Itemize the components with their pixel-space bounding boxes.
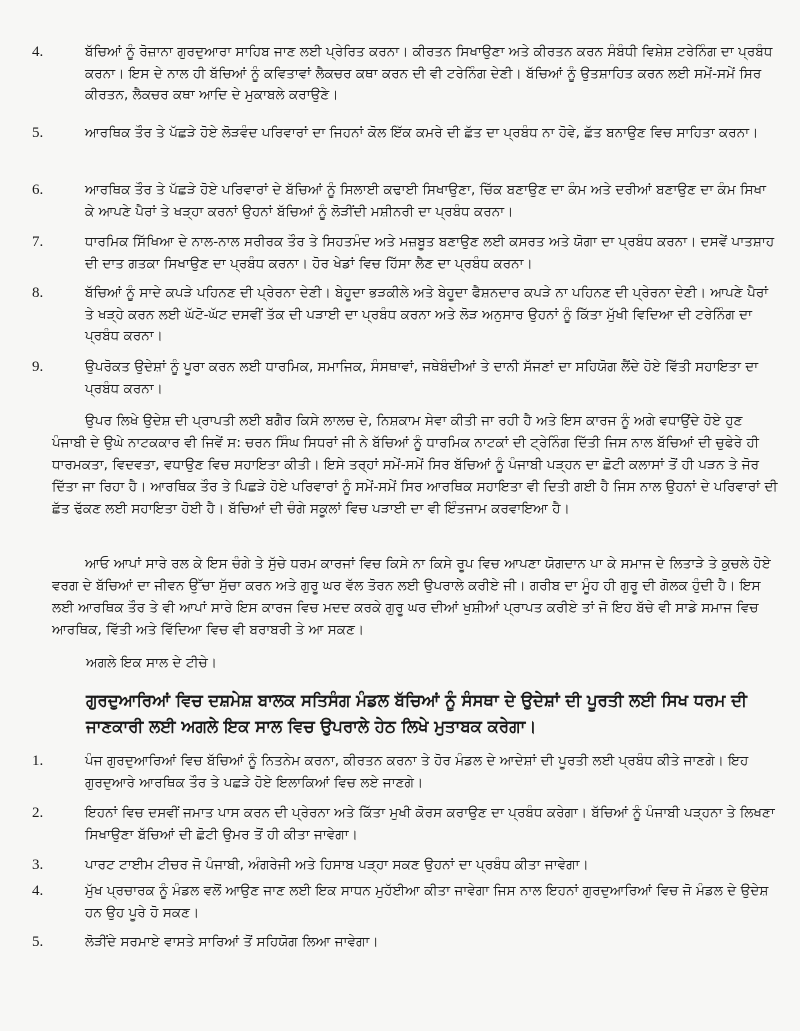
item-number: 1.	[32, 753, 44, 769]
item-number: 6.	[32, 182, 44, 198]
list-item	[32, 855, 777, 877]
item-text: ਪਾਰਟ ਟਾਈਮ ਟੀਚਰ ਜੋ ਪੰਜਾਬੀ, ਅੰਗਰੇਜੀ ਅਤੇ ਹਿਸਾਬ ਪੜ੍ਹਾ ਸਕਣ ਉਹਨਾਂ ਦਾ ਪ੍ਰਬੰਧ ਕੀਤਾ ਜਾਵੇਗਾ।	[85, 857, 589, 873]
item-number: 5.	[32, 125, 44, 141]
item-number: 4.	[32, 883, 44, 899]
list-item	[32, 283, 777, 348]
item-number: 4.	[32, 44, 44, 60]
item-text: ਧਾਰਮਿਕ ਸਿੱਖਿਆ ਦੇ ਨਾਲ-ਨਾਲ ਸਰੀਰਕ ਤੌਰ ਤੇ ਸਿਹਤਮੰਦ ਅਤੇ ਮਜ਼ਬੂਤ ਬਣਾਉਣ ਲਈ ਕਸਰਤ ਅਤੇ ਯੋਗਾ ਦਾ ਪ੍ਰਬੰਧ ਕਰਨਾ। ਦਸਵੇਂ ਪਾਤਸ਼ਾਹ ਦੀ ਦਾਤ ਗਤਕਾ ਸਿਖਾਉਣ ਦਾ ਪ੍ਰਬੰਧ ਕਰਨਾ। ਹੋਰ ਖੇਡਾਂ ਵਿਚ ਹਿੱਸਾ ਲੈਣ ਦਾ ਪ੍ਰਬੰਧ ਕਰਨਾ।	[85, 234, 775, 272]
list-item	[32, 932, 777, 954]
list-item	[32, 180, 777, 223]
item-number: 5.	[32, 934, 44, 950]
paragraph-appeal: ਆਓ ਆਪਾਂ ਸਾਰੇ ਰਲ ਕੇ ਇਸ ਚੰਗੇ ਤੇ ਸੁੱਚੇ ਧਰਮ ਕਾਰਜਾਂ ਵਿਚ ਕਿਸੇ ਨਾ ਕਿਸੇ ਰੂਪ ਵਿਚ ਆਪਣਾ ਯੋਗਦਾਨ ਪਾ ਕੇ ਸਮਾਜ ਦੇ ਲਿਤਾੜੇ ਤੇ ਕੁਚਲੇ ਹੋਏ ਵਰਗ ਦੇ ਬੱਚਿਆਂ ਦਾ ਜੀਵਨ ਉੱਚਾ ਸੁੱਚਾ ਕਰਨ ਅਤੇ ਗੁਰੂ ਘਰ ਵੱਲ ਤੋਰਨ ਲਈ ਉਪਰਾਲੇ ਕਰੀਏ ਜੀ। ਗਰੀਬ ਦਾ ਮੂੰਹ ਹੀ ਗੁਰੂ ਦੀ ਗੋਲਕ ਹੁੰਦੀ ਹੈ। ਇਸ ਲਈ ਆਰਥਿਕ ਤੌਰ ਤੇ ਵੀ ਆਪਾਂ ਸਾਰੇ ਇਸ ਕਾਰਜ ਵਿਚ ਮਦਦ ਕਰਕੇ ਗੁਰੂ ਘਰ ਦੀਆਂ ਖੁਸ਼ੀਆਂ ਪ੍ਰਾਪਤ ਕਰੀਏ ਤਾਂ ਜੋ ਇਹ ਬੱਚੇ ਵੀ ਸਾਡੇ ਸਮਾਜ ਵਿਚ ਆਰਥਿਕ, ਵਿੱਤੀ ਅਤੇ ਵਿੱਦਿਆ ਵਿਚ ਵੀ ਬਰਾਬਰੀ ਤੇ ਆ ਸਕਣ।	[52, 556, 771, 638]
item-number: 8.	[32, 285, 44, 301]
next-year-goals-line: ਅਗਲੇ ਇਕ ਸਾਲ ਦੇ ਟੀਚੇ।	[86, 655, 217, 671]
item-number: 2.	[32, 805, 44, 821]
item-text: ਉਪਰੋਕਤ ਉਦੇਸ਼ਾਂ ਨੂੰ ਪੂਰਾ ਕਰਨ ਲਈ ਧਾਰਮਿਕ, ਸਮਾਜਿਕ, ਸੰਸਥਾਵਾਂ, ਜਥੇਬੰਦੀਆਂ ਤੇ ਦਾਨੀ ਸੱਜਣਾਂ ਦਾ ਸਹਿਯੋਗ ਲੈਂਦੇ ਹੋਏ ਵਿੱਤੀ ਸਹਾਇਤਾ ਦਾ ਪ੍ਰਬੰਧ ਕਰਨਾ।	[85, 359, 759, 397]
item-text: ਲੋੜੀਂਦੇ ਸਰਮਾਏ ਵਾਸਤੇ ਸਾਰਿਆਂ ਤੋਂ ਸਹਿਯੋਗ ਲਿਆ ਜਾਵੇਗਾ।	[85, 934, 379, 950]
list-item	[32, 232, 777, 275]
section-heading: ਗੁਰਦੁਆਰਿਆਂ ਵਿਚ ਦਸ਼ਮੇਸ਼ ਬਾਲਕ ਸਤਿਸੰਗ ਮੰਡਲ ਬੱਚਿਆਂ ਨੂੰ ਸੰਸਥਾ ਦੇ ਉਦੇਸ਼ਾਂ ਦੀ ਪੂਰਤੀ ਲਈ ਸਿਖ ਧਰਮ ਦੀ ਜਾਣਕਾਰੀ ਲਈ ਅਗਲੇ ਇਕ ਸਾਲ ਵਿਚ ਉਪਰਾਲੇ ਹੇਠ ਲਿਖੇ ਮੁਤਾਬਕ ਕਰੇਗਾ।	[86, 691, 747, 736]
list-item	[32, 803, 777, 846]
item-text: ਆਰਥਿਕ ਤੌਰ ਤੇ ਪੱਛੜੇ ਹੋਏ ਪਰਿਵਾਰਾਂ ਦੇ ਬੱਚਿਆਂ ਨੂੰ ਸਿਲਾਈ ਕਢਾਈ ਸਿਖਾਉਣਾ, ਚਿੱਕ ਬਣਾਉਣ ਦਾ ਕੰਮ ਅਤੇ ਦਰੀਆਂ ਬਣਾਉਣ ਦਾ ਕੰਮ ਸਿਖਾ ਕੇ ਆਪਣੇ ਪੈਰਾਂ ਤੇ ਖੜ੍ਹਾ ਕਰਨਾਂ ਉਹਨਾਂ ਬੱਚਿਆਂ ਨੂੰ ਲੋੜੀਂਦੀ ਮਸ਼ੀਨਰੀ ਦਾ ਪ੍ਰਬੰਧ ਕਰਨਾ।	[85, 182, 767, 220]
list-item	[32, 123, 777, 145]
item-number: 9.	[32, 359, 44, 375]
list-item	[32, 357, 777, 400]
list-item	[32, 751, 777, 794]
item-text: ਪੰਜ ਗੁਰਦੁਆਰਿਆਂ ਵਿਚ ਬੱਚਿਆਂ ਨੂੰ ਨਿਤਨੇਮ ਕਰਨਾ, ਕੀਰਤਨ ਕਰਨਾ ਤੇ ਹੋਰ ਮੰਡਲ ਦੇ ਆਦੇਸ਼ਾਂ ਦੀ ਪੂਰਤੀ ਲਈ ਪ੍ਰਬੰਧ ਕੀਤੇ ਜਾਣਗੇ। ਇਹ ਗੁਰਦੁਆਰੇ ਆਰਥਿਕ ਤੌਰ ਤੇ ਪਛੜੇ ਹੋਏ ਇਲਾਕਿਆਂ ਵਿਚ ਲਏ ਜਾਣਗੇ।	[85, 753, 749, 791]
item-text: ਆਰਥਿਕ ਤੌਰ ਤੇ ਪੱਛੜੇ ਹੋਏ ਲੋੜਵੰਦ ਪਰਿਵਾਰਾਂ ਦਾ ਜਿਹਨਾਂ ਕੋਲ ਇੱਕ ਕਮਰੇ ਦੀ ਛੱਤ ਦਾ ਪ੍ਰਬੰਧ ਨਾ ਹੋਵੇ, ਛੱਤ ਬਨਾਉਣ ਵਿਚ ਸਾਹਿਤਾ ਕਰਨਾ।	[85, 125, 759, 141]
item-text: ਮੁੱਖ ਪ੍ਰਚਾਰਕ ਨੂੰ ਮੰਡਲ ਵਲੋਂ ਆਉਣ ਜਾਣ ਲਈ ਇਕ ਸਾਧਨ ਮੁਹੱਈਆ ਕੀਤਾ ਜਾਵੇਗਾ ਜਿਸ ਨਾਲ ਇਹਨਾਂ ਗੁਰਦੁਆਰਿਆਂ ਵਿਚ ਜੋ ਮੰਡਲ ਦੇ ਉਦੇਸ਼ ਹਨ ਉਹ ਪੂਰੇ ਹੋ ਸਕਣ।	[85, 883, 769, 921]
item-text: ਬੱਚਿਆਂ ਨੂੰ ਸਾਦੇ ਕਪੜੇ ਪਹਿਨਣ ਦੀ ਪ੍ਰੇਰਨਾ ਦੇਣੀ। ਬੇਹੂਦਾ ਭੜਕੀਲੇ ਅਤੇ ਬੇਹੂਦਾ ਫੈਸ਼ਨਦਾਰ ਕਪੜੇ ਨਾ ਪਹਿਨਣ ਦੀ ਪ੍ਰੇਰਨਾ ਦੇਣੀ। ਆਪਣੇ ਪੈਰਾਂ ਤੇ ਖੜ੍ਹੇ ਕਰਨ ਲਈ ਘੱਟੋ-ਘੱਟ ਦਸਵੀਂ ਤੱਕ ਦੀ ਪੜਾਈ ਦਾ ਪ੍ਰਬੰਧ ਕਰਨਾ ਅਤੇ ਲੋੜ ਅਨੁਸਾਰ ਉਹਨਾਂ ਨੂੰ ਕਿੱਤਾ ਮੁੱਖੀ ਵਿਦਿਆ ਦੀ ਟਰੇਨਿੰਗ ਦਾ ਪ੍ਰਬੰਧ ਕਰਨਾ।	[85, 285, 769, 344]
item-number: 3.	[32, 857, 44, 873]
paragraph-objectives: ਉਪਰ ਲਿਖੇ ਉਦੇਸ਼ ਦੀ ਪ੍ਰਾਪਤੀ ਲਈ ਬਗੈਰ ਕਿਸੇ ਲਾਲਚ ਦੇ, ਨਿਸ਼ਕਾਮ ਸੇਵਾ ਕੀਤੀ ਜਾ ਰਹੀ ਹੈ ਅਤੇ ਇਸ ਕਾਰਜ ਨੂੰ ਅਗੇ ਵਧਾਉਂਦੇ ਹੋਏ ਹੁਣ ਪੰਜਾਬੀ ਦੇ ਉਘੇ ਨਾਟਕਕਾਰ ਵੀ ਜਿਵੇਂ ਸ: ਚਰਨ ਸਿੰਘ ਸਿਧਰਾਂ ਜੀ ਨੇ ਬੱਚਿਆਂ ਨੂੰ ਧਾਰਮਿਕ ਨਾਟਕਾਂ ਦੀ ਟ੍ਰੇਨਿੰਗ ਦਿੱਤੀ ਜਿਸ ਨਾਲ ਬੱਚਿਆਂ ਦੀ ਚੁਫੇਰੇ ਹੀ ਧਾਰਮਕਤਾ, ਵਿਦਵਤਾ, ਵਧਾਉਣ ਵਿਚ ਸਹਾਇਤਾ ਕੀਤੀ। ਇਸੇ ਤਰ੍ਹਾਂ ਸਮੇਂ-ਸਮੇਂ ਸਿਰ ਬੱਚਿਆਂ ਨੂੰ ਪੰਜਾਬੀ ਪੜ੍ਹਨ ਦਾ ਛੋਟੀ ਕਲਾਸਾਂ ਤੋਂ ਹੀ ਪੜਨ ਤੇ ਜੋਰ ਦਿੱਤਾ ਜਾ ਰਿਹਾ ਹੈ। ਆਰਥਿਕ ਤੌਰ ਤੇ ਪਿਛੜੇ ਹੋਏ ਪਰਿਵਾਰਾਂ ਨੂੰ ਸਮੇਂ-ਸਮੇਂ ਸਿਰ ਆਰਥਿਕ ਸਹਾਇਤਾ ਵੀ ਦਿਤੀ ਗਈ ਹੈ ਜਿਸ ਨਾਲ ਉਹਨਾਂ ਦੇ ਪਰਿਵਾਰਾਂ ਦੀ ਛੱਤ ਢੱਕਣ ਲਈ ਸਹਾਇਤਾ ਹੋਈ ਹੈ। ਬੱਚਿਆਂ ਦੀ ਚੰਗੇ ਸਕੂਲਾਂ ਵਿਚ ਪੜਾਈ ਦਾ ਵੀ ਇੰਤਜਾਮ ਕਰਵਾਇਆ ਹੈ।	[52, 413, 778, 517]
list-item	[32, 881, 777, 924]
item-text: ਬੱਚਿਆਂ ਨੂੰ ਰੋਜ਼ਾਨਾ ਗੁਰਦੁਆਰਾ ਸਾਹਿਬ ਜਾਣ ਲਈ ਪ੍ਰੇਰਿਤ ਕਰਨਾ। ਕੀਰਤਨ ਸਿਖਾਉਣਾ ਅਤੇ ਕੀਰਤਨ ਕਰਨ ਸੰਬੰਧੀ ਵਿਸ਼ੇਸ਼ ਟਰੇਨਿੰਗ ਦਾ ਪ੍ਰਬੰਧ ਕਰਨਾ। ਇਸ ਦੇ ਨਾਲ ਹੀ ਬੱਚਿਆਂ ਨੂੰ ਕਵਿਤਾਵਾਂ ਲੈਕਚਰ ਕਥਾ ਕਰਨ ਦੀ ਵੀ ਟਰੇਨਿੰਗ ਦੇਣੀ। ਬੱਚਿਆਂ ਨੂੰ ਉਤਸ਼ਾਹਿਤ ਕਰਨ ਲਈ ਸਮੇਂ-ਸਮੇਂ ਸਿਰ ਕੀਰਤਨ, ਲੈਕਚਰ ਕਥਾ ਆਦਿ ਦੇ ਮੁਕਾਬਲੇ ਕਰਾਉਣੇ।	[85, 44, 773, 103]
list-item	[32, 42, 777, 107]
item-text: ਇਹਨਾਂ ਵਿਚ ਦਸਵੀਂ ਜਮਾਤ ਪਾਸ ਕਰਨ ਦੀ ਪ੍ਰੇਰਨਾ ਅਤੇ ਕਿੱਤਾ ਮੁਖੀ ਕੋਰਸ ਕਰਾਉਣ ਦਾ ਪ੍ਰਬੰਧ ਕਰੇਗਾ। ਬੱਚਿਆਂ ਨੂੰ ਪੰਜਾਬੀ ਪੜ੍ਹਨਾ ਤੇ ਲਿਖਣਾ ਸਿਖਾਉਣਾ ਬੱਚਿਆਂ ਦੀ ਛੋਟੀ ਉਮਰ ਤੋਂ ਹੀ ਕੀਤਾ ਜਾਵੇਗਾ।	[85, 805, 775, 843]
item-number: 7.	[32, 234, 44, 250]
